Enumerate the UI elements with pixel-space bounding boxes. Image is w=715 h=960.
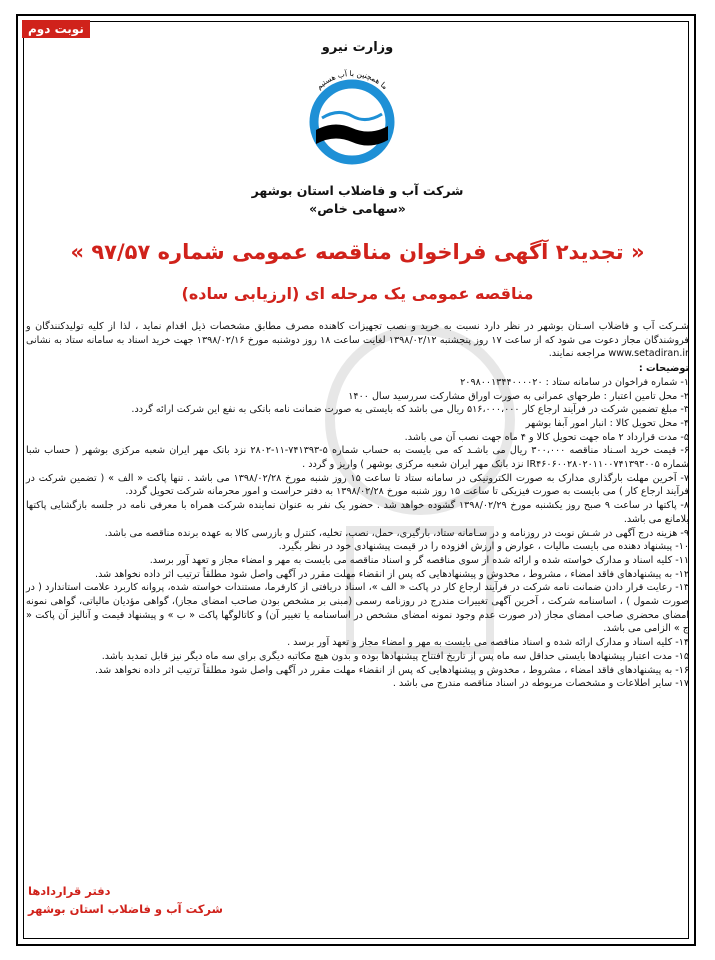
notice-title: « تجدید۲ آگهی فراخوان مناقصه عمومی شماره ۹۷/۵۷ » [70, 240, 645, 264]
company-logo [292, 60, 412, 180]
list-item: ۸- پاکتها در ساعت ۹ صبح روز یکشنبه مورخ ۱۳۹۸/۰۲/۲۹ گشوده خواهد شد . حضور یک نفر به عنوان نماینده شرکت همراه با معرفی نامه در جلسه بازگشایی پاکتها بلامانع می باشد. [26, 500, 690, 525]
notice-round-badge: نوبت دوم [22, 20, 90, 38]
company-type: «سهامی خاص» [309, 201, 406, 216]
list-item: ۱۴- کلیه اسناد و مدارک ارائه شده و اسناد مناقصه می بایست به مهر و امضاء مجاز و تعهد آور برسد . [287, 637, 689, 649]
list-item: ۱۶- به پیشنهادهای فاقد امضاء ، مشروط ، مخدوش و پیشنهادهایی که پس از انقضاء مهلت مقرر در آگهی واصل شود مطلقاً ترتیب اثر داده نخواهد شد. [95, 664, 689, 676]
list-item: ۴- محل تحویل کالا : انبار امور آبفا بوشهر [525, 417, 689, 429]
list-item: ۱۲- به پیشنهادهای فاقد امضاء ، مشروط ، مخدوش و پیشنهادهایی که پس از انقضاء مهلت مقرر در آگهی واصل شود مطلقاً ترتیب اثر داده نخواهد شد. [95, 568, 689, 580]
logo-ring-text: ما همچنین با آب هستیم [314, 69, 390, 92]
list-item: ۷- آخرین مهلت بارگذاری مدارک به صورت الکترونیکی در سامانه ستاد تا ساعت ۱۵ روز شنبه مورخ ۱۳۹۸/۰۲/۲۸ می باشد . تنها پاکت « الف » ( تضمین شرکت در فرآیند ارجاع کار ) می بایست به صورت فیزیکی تا ساعت ۱۵ روز شنبه مورخ ۱۳۹۸/۰۲/۲۸ به دفتر حراست و امور محرمانه شرکت تحویل گردد. [26, 472, 689, 498]
list-item: ۱- شماره فراخوان در سامانه ستاد : ۲۰۹۸۰۰۱۳۴۴۰۰۰۰۲۰ [460, 376, 689, 388]
signature-block [28, 882, 278, 918]
company-name: شرکت آب و فاضلاب استان بوشهر [251, 183, 464, 198]
list-item: ۱۱- کلیه اسناد و مدارک خواسته شده و ارائه شده از سوی مناقصه گر و اسناد مناقصه می بایست به مهر و امضاء مجاز و تعهد آور برسد. [149, 554, 689, 566]
list-item: ۵- مدت قرارداد ۲ ماه جهت تحویل کالا و ۴ ماه جهت نصب آن می باشد. [404, 431, 689, 443]
footer-company-name: شرکت آب و فاضلاب استان بوشهر [28, 902, 223, 916]
list-item: ۱۳- رعایت قرار دادن ضمانت نامه شرکت در فرآیند ارجاع کار در پاکت « الف »، اسناد دریافتی از کارفرما، مستندات خواسته شده، پروانه کاربرد علامت استاندارد ( در صورت شمول ) ، اساسنامه شرکت ، آخرین آگهی تغییرات مندرج در روزنامه رسمی (مبنی بر مشخص بودن صاحب امضای مجاز)، گواهی مؤدیان مالیاتی، گواهی نمونه امضای محضری صاحب امضای مجاز (در صورت عدم وجود نمونه امضای مشخص در اساسنامه یا تغییر آن) و کاتالوگها پاکت « ب » و پیشنهاد قیمت و آنالیز آن پاکت « ج » الزامی می باشد. [26, 582, 689, 635]
items-heading: توضیحات : [638, 363, 689, 375]
list-item: ۱۰- پیشنهاد دهنده می بایست مالیات ، عوارض و ارزش افزوده را در قیمت پیشنهادی خود در نظر بگیرد. [278, 541, 689, 553]
notice-subtitle: مناقصه عمومی یک مرحله ای (ارزیابی ساده) [181, 284, 534, 303]
notice-body [26, 320, 689, 691]
list-item: ۱۵- مدت اعتبار پیشنهادها بایستی حداقل سه ماه پس از تاریخ افتتاح پیشنهادها بوده و بدون هیچ مکاتبه دیگری برای سه ماه دیگر نیز قابل تمدید باشد. [101, 650, 689, 662]
ministry-name: وزارت نیرو [321, 40, 394, 55]
list-item: ۹- هزینه درج آگهی در شـش نوبت در روزنامه و در سـامانه ستاد، بارگیری، حمل، نصب، تخلیه، کنترل و بازرسی کالا به عهده برنده مناقصه می باشد. [104, 527, 689, 539]
list-item: ۱۷- سایر اطلاعات و مشخصات مربوطه در اسناد مناقصه مندرج می باشد . [392, 678, 689, 690]
contracts-office: دفتر قراردادها [28, 884, 111, 898]
company-header [0, 182, 715, 218]
list-item: ۲- محل تامین اعتبار : طرحهای عمرانی به صورت اوراق مشارکت سررسید سال ۱۴۰۰ [348, 390, 689, 402]
intro-paragraph: شـرکت آب و فاضلاب اسـتان بوشهر در نظر دارد نسبت به خرید و نصب تجهیزات کاهنده مصرف مطابق مشخصات ذیل اقدام نماید ، لذا از کلیه تولیدکنندگان و فروشندگان مجاز دعوت می شود که از ساعت ۱۷ روز پنجشنبه ۱۳۹۸/۰۲/۱۲ لغایت ساعت ۱۸ روز دوشنبه مورخ ۱۳۹۸/۰۲/۱۶ جهت خرید اسناد به سامانه ستاد به نشانی www.setadiran.ir مراجعه نمایند. [26, 321, 689, 360]
list-item: ۶- قیمت خرید اسـناد مناقصه ۳۰۰،۰۰۰ ریال می باشـد که می بایست به حساب شماره ۵-۷۴۱۳۹۳-۱۱-۲۸۰۲ نزد بانک مهر ایران شعبه مرکزی بوشهر ( حساب شبا شماره IR۴۶۰۶۰۰۲۸۰۲۰۱۱۰۰۷۴۱۳۹۳۰۰۵ نزد بانک مهر ایران شعبه مرکزی بوشهر ) واریز و گردد . [26, 445, 689, 471]
list-item: ۳- مبلغ تضمین شرکت در فرآیند ارجاع کار ۵۱۶،۰۰۰،۰۰۰ ریال می باشد که بایستی به صورت ضمانت نامه بانکی به نفع این شرکت ارائه گردد. [131, 404, 689, 416]
